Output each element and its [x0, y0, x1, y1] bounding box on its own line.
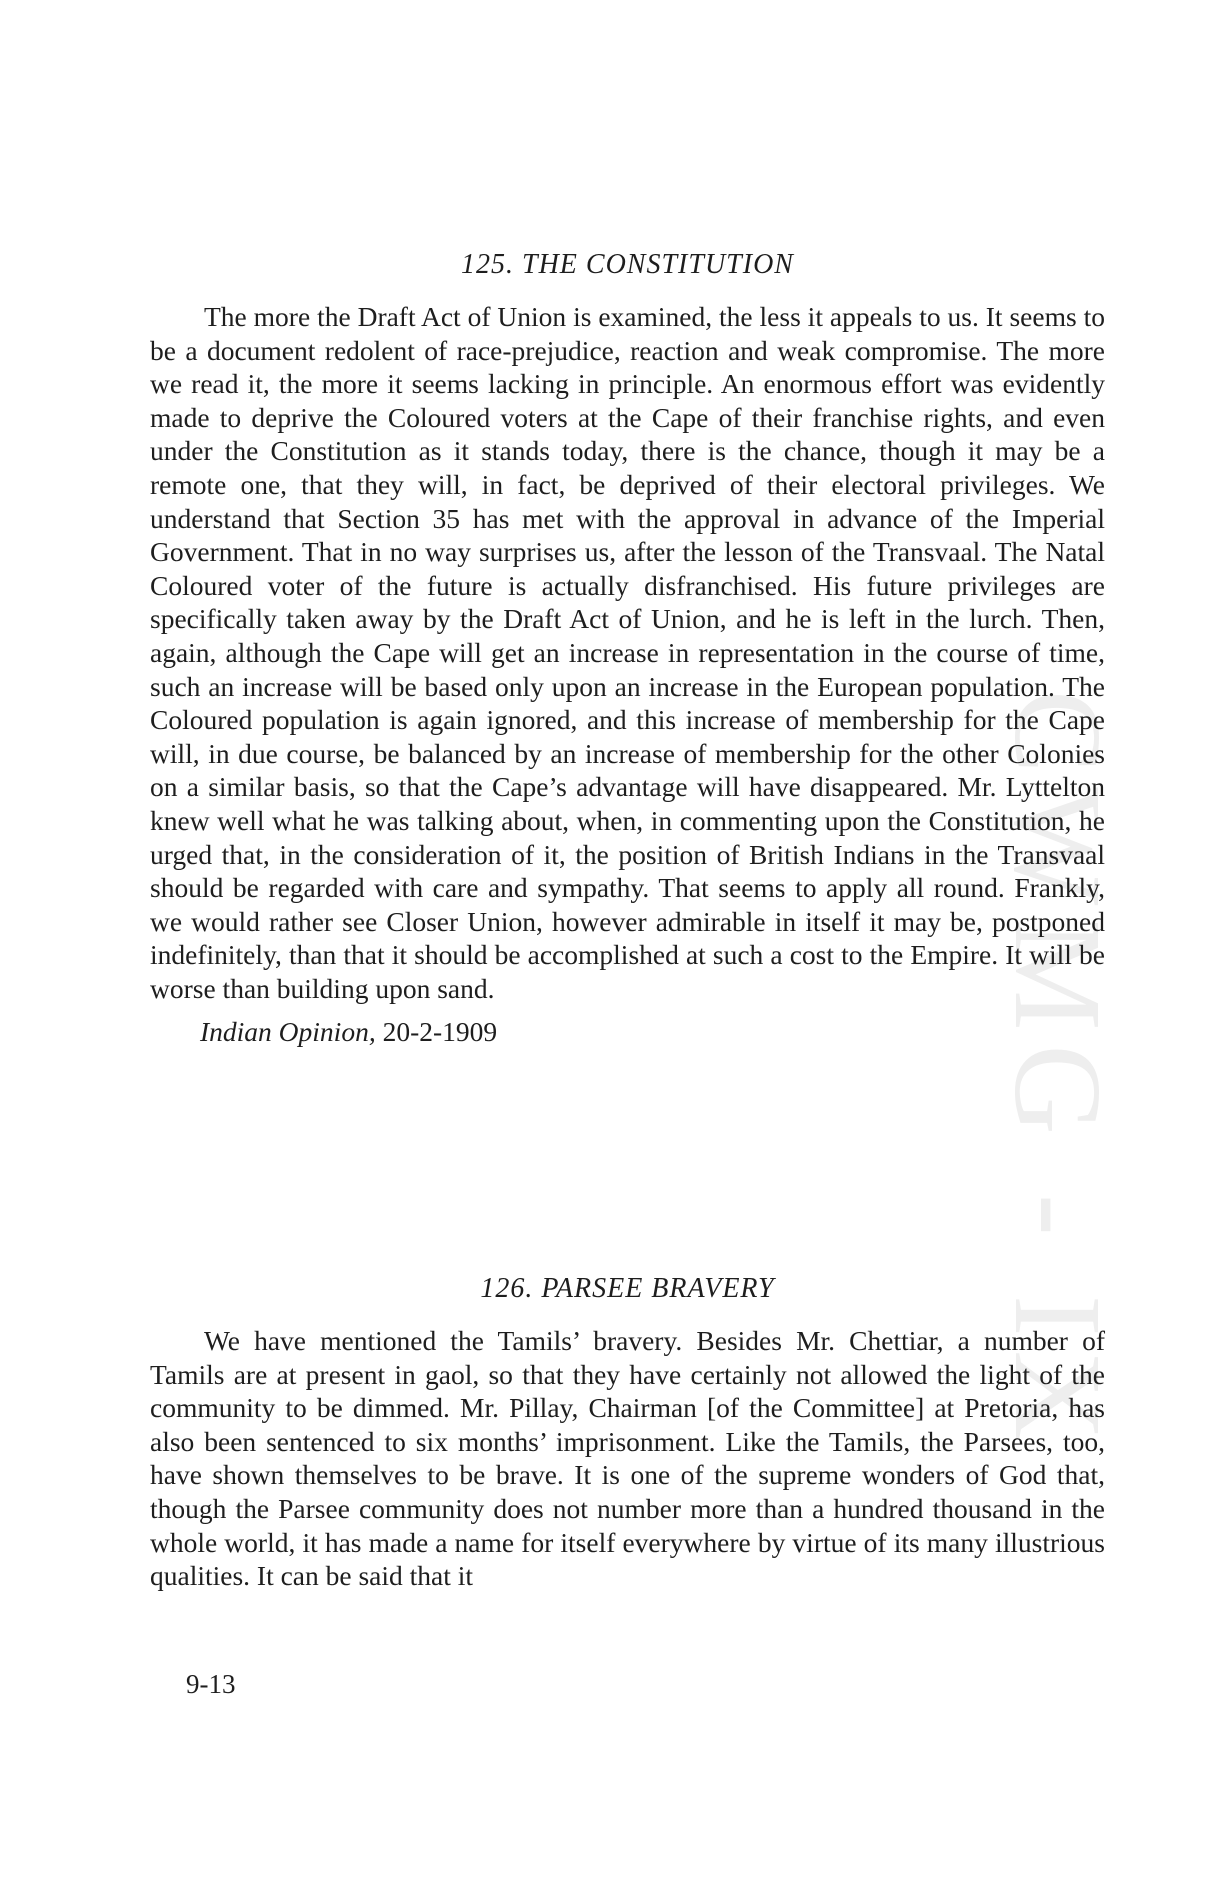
page-folio: 9-13: [186, 1669, 236, 1699]
article-constitution: [150, 248, 1105, 1049]
source-title: Indian Opinion,: [200, 1016, 376, 1048]
article-body: We have mentioned the Tamils’ bravery. Besides Mr. Chettiar, a number of Tamils are at present in gaol, so that they have certainly not allowed the light of the community to be dimmed. Mr. Pillay, Chairman [of the Committee] at Pretoria, has also been sentenced to six months’ imprisonment. Like the Tamils, the Parsees, too, have shown themselves to be brave. It is one of the supreme wonders of God that, though the Parsee community does not number more than a hundred thousand in the whole world, it has made a name for itself everywhere by virtue of its many illustrious qualities. It can be said that it: [150, 1325, 1105, 1592]
article-body: The more the Draft Act of Union is examined, the less it appeals to us. It seems to be a document redolent of race-prejudice, reaction and weak compromise. The more we read it, the more it seems lacking in principle. An enormous effort was evidently made to deprive the Coloured voters at the Cape of their franchise rights, and even under the Constitution as it stands today, there is the chance, though it may be a remote one, that they will, in fact, be deprived of their electoral privileges. We understand that Section 35 has met with the approval in advance of the Imperial Government. That in no way surprises us, after the lesson of the Transvaal. The Natal Coloured voter of the future is actually disfranchised. His future privileges are specifically taken away by the Draft Act of Union, and he is left in the lurch. Then, again, although the Cape will get an increase in representation in the course of time, such an increase will be based only upon an increase in the European population. The Coloured population is again ignored, and this increase of membership for the Cape will, in due course, be balanced by an increase of membership for the other Colonies on a similar basis, so that the Cape’s advantage will have disappeared. Mr. Lyttelton knew well what he was talking about, when, in commenting upon the Constitution, he urged that, in the consideration of it, the position of British Indians in the Transvaal should be regarded with care and sympathy. That seems to apply all round. Frankly, we would rather see Closer Union, however admirable in itself it may be, postponed indefinitely, than that it should be accomplished at such a cost to the Empire. It will be worse than building upon sand.: [150, 301, 1105, 1004]
watermark: CWMG - IX: [988, 690, 1126, 1455]
source-citation: [200, 1015, 1105, 1049]
article-heading: 126. PARSEE BRAVERY: [480, 1273, 775, 1304]
source-date: 20-2-1909: [375, 1016, 498, 1048]
article-heading: 125. THE CONSTITUTION: [461, 249, 794, 280]
article-parsee-bravery: [150, 1272, 1105, 1593]
